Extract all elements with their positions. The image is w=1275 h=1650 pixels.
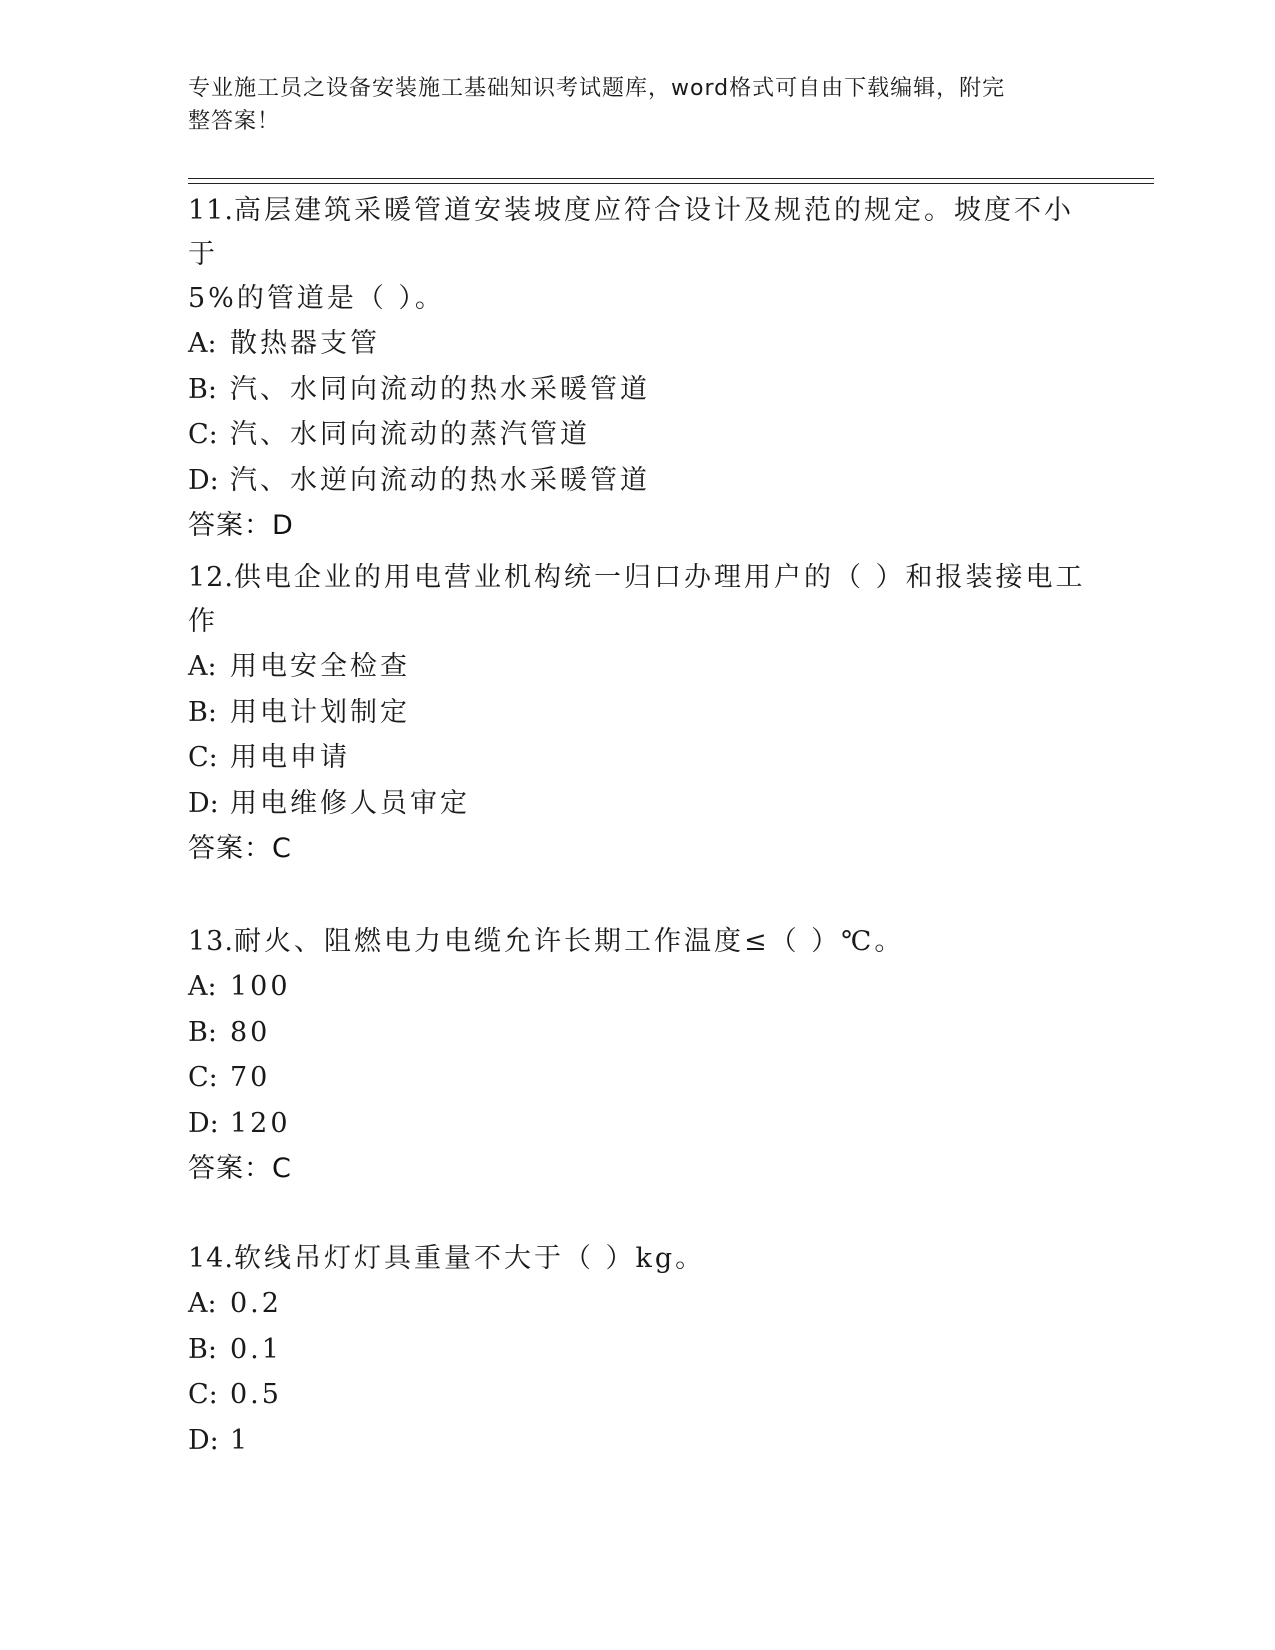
option-text: 100	[230, 971, 291, 1002]
answer-line: 答案：C	[188, 1153, 292, 1184]
question-13	[188, 920, 1088, 1191]
answer-line: 答案：D	[188, 510, 294, 541]
option-key: A:	[188, 328, 217, 359]
option-key: C:	[188, 1062, 218, 1093]
document-header	[188, 72, 1068, 138]
option-c	[188, 1372, 1088, 1418]
question-14	[188, 1237, 1088, 1463]
option-d	[188, 1418, 1088, 1464]
question-number: 13.	[188, 926, 234, 957]
question-text-line-1: 软线吊灯灯具重量不大于（ ）kg。	[233, 1243, 706, 1274]
question-stem	[188, 556, 1088, 600]
option-key: A:	[188, 971, 217, 1002]
question-number: 14.	[188, 1243, 234, 1274]
question-stem	[188, 1237, 1088, 1281]
question-text-line-2: 作	[188, 606, 218, 637]
option-text: 用电维修人员审定	[230, 787, 470, 819]
option-key: D:	[188, 1107, 219, 1139]
option-text: 散热器支管	[230, 328, 380, 359]
option-key: B:	[188, 1016, 217, 1048]
option-a	[188, 964, 1088, 1010]
option-key: C:	[188, 742, 218, 773]
option-d	[188, 781, 1088, 827]
question-text-line-1: 供电企业的用电营业机构统一归口办理用户的（ ）和报装接电工	[233, 562, 1086, 593]
option-a	[188, 321, 1088, 367]
question-number: 11.	[188, 195, 234, 226]
option-text: 用电安全检查	[230, 651, 410, 682]
answer-line: 答案：C	[188, 833, 292, 864]
option-text: 0.2	[230, 1288, 282, 1319]
option-text: 70	[230, 1062, 271, 1093]
option-text: 80	[230, 1016, 271, 1048]
option-key: D:	[188, 1424, 219, 1456]
header-divider-top	[188, 178, 1154, 179]
option-text: 1	[230, 1424, 251, 1456]
option-a	[188, 1281, 1088, 1327]
option-text: 汽、水逆向流动的热水采暖管道	[230, 464, 650, 496]
header-divider-bottom	[188, 183, 1154, 184]
option-text: 用电计划制定	[230, 696, 410, 728]
option-key: C:	[188, 1379, 218, 1410]
question-stem	[188, 920, 1088, 964]
option-text: 汽、水同向流动的热水采暖管道	[230, 373, 650, 405]
option-c	[188, 735, 1088, 781]
question-text-line-2: 5%的管道是（ ）。	[188, 283, 445, 314]
option-a	[188, 644, 1088, 690]
option-d	[188, 458, 1088, 504]
option-key: B:	[188, 373, 217, 405]
option-text: 汽、水同向流动的蒸汽管道	[230, 419, 590, 450]
option-c	[188, 1055, 1088, 1101]
option-text: 0.1	[230, 1333, 282, 1365]
option-b	[188, 1010, 1088, 1056]
option-text: 0.5	[230, 1379, 282, 1410]
option-b	[188, 1327, 1088, 1373]
question-12	[188, 556, 1088, 871]
option-key: B:	[188, 696, 217, 728]
question-text-line-1: 耐火、阻燃电力电缆允许长期工作温度≤（ ）℃。	[233, 926, 905, 957]
option-c	[188, 412, 1088, 458]
option-key: D:	[188, 464, 219, 496]
option-key: D:	[188, 787, 219, 819]
question-number: 12.	[188, 562, 234, 593]
question-11	[188, 189, 1088, 548]
option-key: A:	[188, 651, 217, 682]
option-b	[188, 690, 1088, 736]
question-stem	[188, 189, 1088, 277]
option-key: B:	[188, 1333, 217, 1365]
question-text-line-1: 高层建筑采暖管道安装坡度应符合设计及规范的规定。坡度不小于	[188, 195, 1074, 270]
option-key: A:	[188, 1288, 217, 1319]
header-title-line-2: 整答案！	[188, 109, 281, 134]
option-text: 用电申请	[230, 742, 350, 773]
option-text: 120	[230, 1107, 291, 1139]
option-key: C:	[188, 419, 218, 450]
option-b	[188, 367, 1088, 413]
option-d	[188, 1101, 1088, 1147]
header-title-line-1: 专业施工员之设备安装施工基础知识考试题库，word格式可自由下载编辑，附完	[188, 76, 1006, 101]
